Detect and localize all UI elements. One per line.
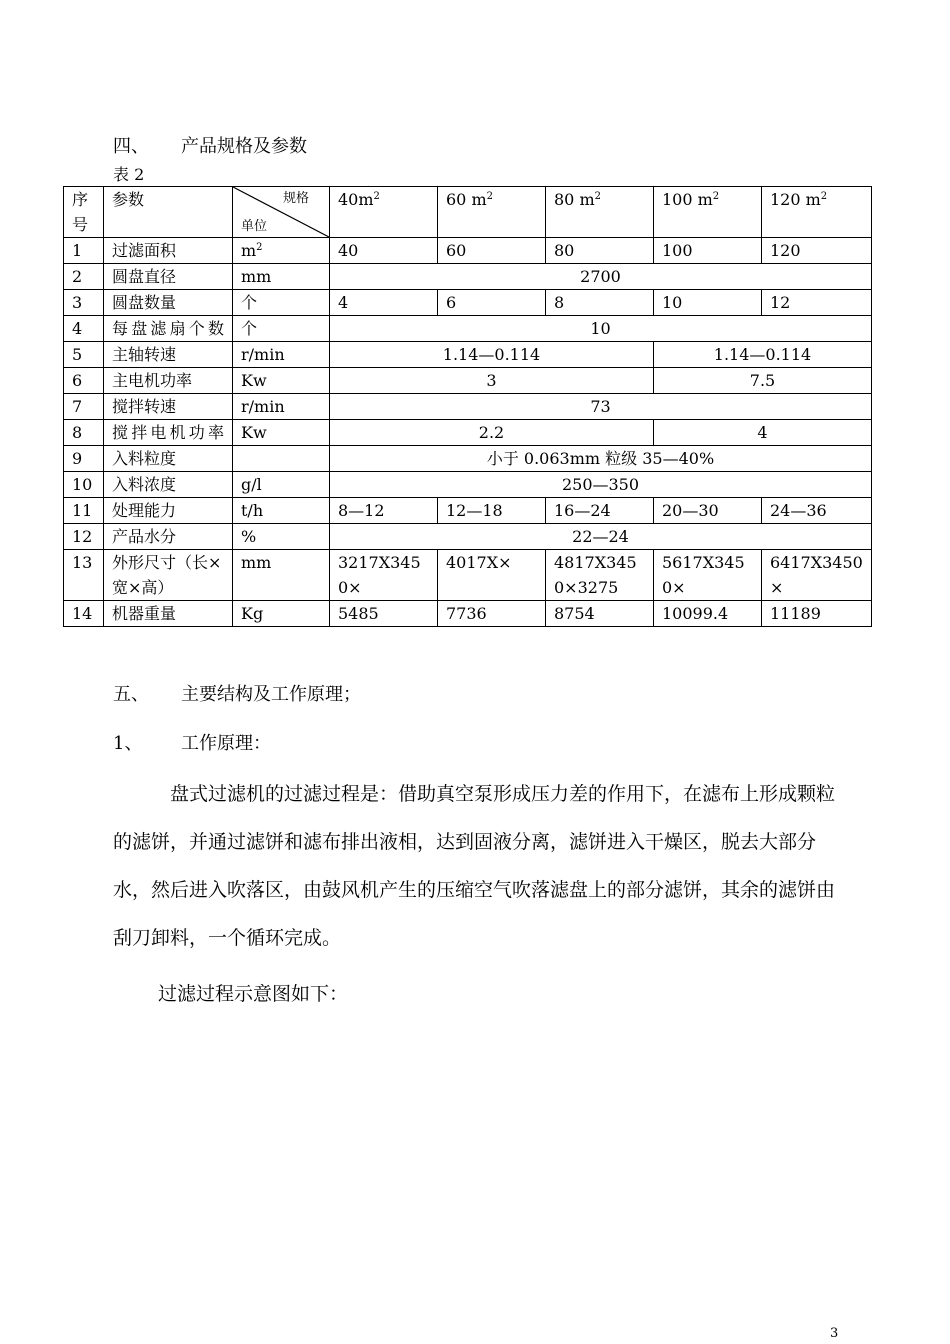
cell: 100: [654, 238, 762, 264]
merged-cell: 2.2: [330, 420, 654, 446]
row-number: 9: [64, 446, 104, 472]
merged-cell: 73: [330, 394, 872, 420]
table-header-row: [64, 187, 872, 238]
table-row: [64, 472, 872, 498]
cell: 12: [762, 290, 872, 316]
cell: 3217X3450×: [330, 550, 438, 601]
row-unit: Kw: [233, 420, 330, 446]
section-4-heading: [113, 136, 307, 158]
header-diagonal-cell: [233, 187, 330, 238]
row-number: 14: [64, 601, 104, 627]
cell: 12—18: [438, 498, 546, 524]
cell: 8754: [546, 601, 654, 627]
table-row: [64, 368, 872, 394]
table-row: [64, 264, 872, 290]
row-param: 外形尺寸（长×宽×高）: [104, 550, 233, 601]
row-unit: [233, 446, 330, 472]
row-unit: r/min: [233, 342, 330, 368]
table-row: [64, 290, 872, 316]
row-unit: r/min: [233, 394, 330, 420]
header-model-80: 80 $m^2$: [546, 187, 654, 238]
cell: 6: [438, 290, 546, 316]
subsection-1-number: 1、: [113, 733, 143, 754]
cell: 4: [330, 290, 438, 316]
row-number: 8: [64, 420, 104, 446]
header-model-40: $40m^2$: [330, 187, 438, 238]
cell: 5617X3450×: [654, 550, 762, 601]
cell: 5485: [330, 601, 438, 627]
cell: 60: [438, 238, 546, 264]
row-unit: %: [233, 524, 330, 550]
cell: 80: [546, 238, 654, 264]
merged-cell: 小于 0.063mm 粒级 35—40%: [330, 446, 872, 472]
header-spec-label: 规格: [282, 191, 309, 206]
row-unit: $m^2$: [233, 238, 330, 264]
row-number: 4: [64, 316, 104, 342]
header-model-120: 120 $m^2$: [762, 187, 872, 238]
cell: 4817X3450×3275: [546, 550, 654, 601]
merged-cell: 2700: [330, 264, 872, 290]
table-row: [64, 601, 872, 627]
row-param: 搅拌转速: [104, 394, 233, 420]
row-number: 13: [64, 550, 104, 601]
cell: 20—30: [654, 498, 762, 524]
page-number: 3: [830, 1326, 839, 1341]
row-param: 产品水分: [104, 524, 233, 550]
row-unit: Kg: [233, 601, 330, 627]
header-unit-label: 单位: [241, 219, 268, 234]
cell: 24—36: [762, 498, 872, 524]
row-number: 10: [64, 472, 104, 498]
header-model-60: 60 $m^2$: [438, 187, 546, 238]
row-param: 搅拌电机功率: [104, 420, 233, 446]
row-unit: 个: [233, 290, 330, 316]
row-param: 入料浓度: [104, 472, 233, 498]
table-row: [64, 550, 872, 601]
table-row: [64, 394, 872, 420]
table-caption: 表 2: [113, 165, 145, 184]
row-param: 主轴转速: [104, 342, 233, 368]
table-row: [64, 498, 872, 524]
section-5-number: 五、: [113, 684, 149, 705]
row-unit: mm: [233, 550, 330, 601]
table-row: [64, 342, 872, 368]
section-4-number: 四、: [113, 136, 149, 157]
table-row: [64, 420, 872, 446]
row-number: 1: [64, 238, 104, 264]
cell: 10: [654, 290, 762, 316]
table-row: [64, 316, 872, 342]
cell: 11189: [762, 601, 872, 627]
merged-cell: 7.5: [654, 368, 872, 394]
subsection-1-heading: [113, 733, 271, 755]
working-principle-paragraph: 盘式过滤机的过滤过程是：借助真空泵形成压力差的作用下，在滤布上形成颗粒的滤饼，并通过滤饼和滤布排出液相，达到固液分离，滤饼进入干燥区，脱去大部分水，然后进入吹落区，由鼓风机产生的压缩空气吹落滤盘上的部分滤饼，其余的滤饼由刮刀卸料，一个循环完成。: [113, 783, 836, 949]
table-row: [64, 446, 872, 472]
cell: 8: [546, 290, 654, 316]
row-number: 7: [64, 394, 104, 420]
row-param: 处理能力: [104, 498, 233, 524]
row-unit: 个: [233, 316, 330, 342]
header-model-100: 100 $m^2$: [654, 187, 762, 238]
cell: 4017X×: [438, 550, 546, 601]
cell: 6417X3450×: [762, 550, 872, 601]
row-unit: g/l: [233, 472, 330, 498]
row-param: 圆盘数量: [104, 290, 233, 316]
row-unit: Kw: [233, 368, 330, 394]
row-param: 过滤面积: [104, 238, 233, 264]
merged-cell: 250—350: [330, 472, 872, 498]
header-param: 参数: [104, 187, 233, 238]
section-4-title: 产品规格及参数: [181, 136, 307, 157]
row-param: 圆盘直径: [104, 264, 233, 290]
table-row: [64, 524, 872, 550]
row-number: 6: [64, 368, 104, 394]
merged-cell: 1.14—0.114: [654, 342, 872, 368]
cell: 16—24: [546, 498, 654, 524]
row-number: 3: [64, 290, 104, 316]
merged-cell: 3: [330, 368, 654, 394]
merged-cell: 4: [654, 420, 872, 446]
merged-cell: 10: [330, 316, 872, 342]
row-number: 2: [64, 264, 104, 290]
row-number: 11: [64, 498, 104, 524]
row-param: 机器重量: [104, 601, 233, 627]
row-param: 主电机功率: [104, 368, 233, 394]
row-unit: t/h: [233, 498, 330, 524]
diagram-intro-paragraph: 过滤过程示意图如下：: [158, 983, 349, 1005]
cell: 10099.4: [654, 601, 762, 627]
merged-cell: 22—24: [330, 524, 872, 550]
spec-table: [63, 186, 872, 627]
header-seq: 序号: [64, 187, 104, 238]
row-unit: mm: [233, 264, 330, 290]
merged-cell: 1.14—0.114: [330, 342, 654, 368]
row-number: 12: [64, 524, 104, 550]
row-number: 5: [64, 342, 104, 368]
table-row: [64, 238, 872, 264]
cell: 7736: [438, 601, 546, 627]
cell: 120: [762, 238, 872, 264]
cell: 40: [330, 238, 438, 264]
row-param: 入料粒度: [104, 446, 233, 472]
subsection-1-title: 工作原理：: [181, 733, 271, 754]
section-5-title: 主要结构及工作原理；: [181, 684, 361, 705]
row-param: 每盘滤扇个数: [104, 316, 233, 342]
section-5-heading: [113, 684, 361, 706]
cell: 8—12: [330, 498, 438, 524]
